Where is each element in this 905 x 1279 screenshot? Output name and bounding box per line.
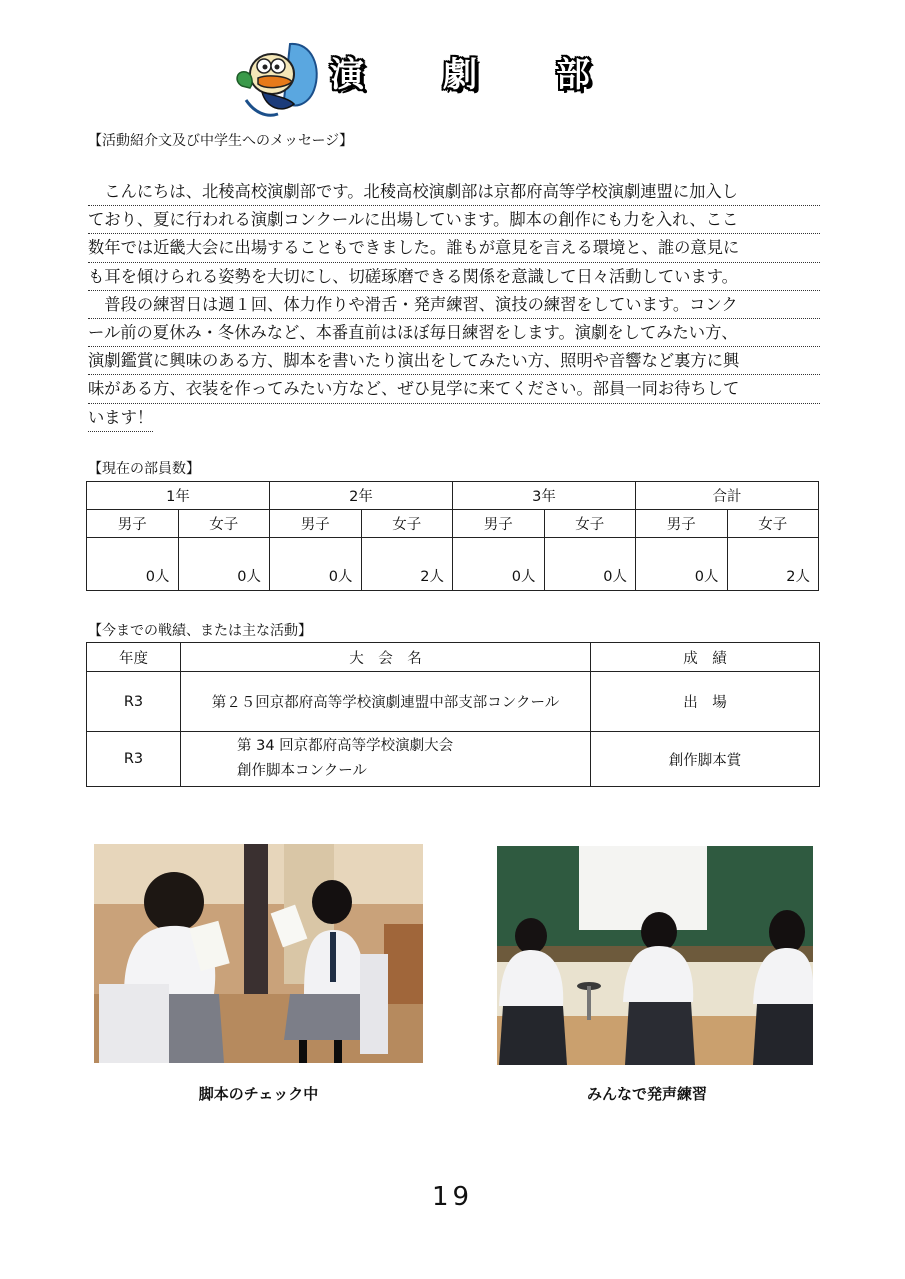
female-header: 女子 [178, 510, 270, 538]
male-header: 男子 [270, 510, 362, 538]
message-line: 普段の練習日は週１回、体力作りや滑舌・発声練習、演技の練習をしています。コンク [88, 291, 820, 319]
page-title [330, 48, 590, 94]
grade-header: 合計 [636, 482, 819, 510]
members-table [86, 481, 819, 591]
member-count: 0人 [453, 538, 545, 591]
message-section-label: 【活動紹介文及び中学生へのメッセージ】 [88, 133, 354, 149]
grade-header: 2年 [270, 482, 453, 510]
male-header: 男子 [636, 510, 728, 538]
photo-vocal-practice [497, 846, 813, 1065]
male-header: 男子 [453, 510, 545, 538]
member-count: 0人 [87, 538, 179, 591]
message-line: います！ [88, 404, 153, 432]
title-char: 部 [556, 54, 590, 95]
female-header: 女子 [727, 510, 819, 538]
male-header: 男子 [87, 510, 179, 538]
records-header-name: 大 会 名 [181, 643, 591, 672]
table-row [87, 732, 820, 787]
message-line: 演劇鑑賞に興味のある方、脚本を書いたり演出をしてみたい方、照明や音響など裏方に興 [88, 347, 820, 375]
member-count: 0人 [178, 538, 270, 591]
title-char: 演 [330, 54, 364, 95]
record-result: 出 場 [591, 672, 820, 732]
members-section-label: 【現在の部員数】 [88, 461, 200, 477]
record-name [181, 732, 591, 787]
record-name-line: 第 34 回京都府高等学校演劇大会 [237, 738, 454, 754]
record-result: 創作脚本賞 [591, 732, 820, 787]
mascot-illustration [232, 38, 322, 120]
member-count: 0人 [270, 538, 362, 591]
photo-script-check [94, 844, 423, 1063]
message-line: も耳を傾けられる姿勢を大切にし、切磋琢磨できる関係を意識して日々活動しています。 [88, 263, 820, 291]
title-char: 劇 [443, 54, 477, 95]
record-name: 第２５回京都府高等学校演劇連盟中部支部コンクール [181, 672, 591, 732]
female-header: 女子 [544, 510, 636, 538]
message-line: 味がある方、衣装を作ってみたい方など、ぜひ見学に来てください。部員一同お待ちして [88, 375, 820, 403]
page-number: 19 [431, 1182, 474, 1212]
member-count: 0人 [636, 538, 728, 591]
photo-caption: みんなで発声練習 [586, 1085, 707, 1103]
female-header: 女子 [361, 510, 453, 538]
member-count: 2人 [727, 538, 819, 591]
records-header-year: 年度 [87, 643, 181, 672]
grade-header: 1年 [87, 482, 270, 510]
record-year: R3 [87, 732, 181, 787]
record-name-line: 創作脚本コンクール [237, 763, 367, 779]
grade-header: 3年 [453, 482, 636, 510]
record-year: R3 [87, 672, 181, 732]
table-row [87, 672, 820, 732]
message-line: ており、夏に行われる演劇コンクールに出場しています。脚本の創作にも力を入れ、ここ [88, 206, 820, 234]
message-text [88, 178, 820, 432]
member-count: 0人 [544, 538, 636, 591]
member-count: 2人 [361, 538, 453, 591]
records-header-result: 成 績 [591, 643, 820, 672]
message-line: ール前の夏休み・冬休みなど、本番直前はほぼ毎日練習をします。演劇をしてみたい方、 [88, 319, 820, 347]
records-table [86, 642, 820, 787]
message-line: 数年では近畿大会に出場することもできました。誰もが意見を言える環境と、誰の意見に [88, 234, 820, 262]
message-line: こんにちは、北稜高校演劇部です。北稜高校演劇部は京都府高等学校演劇連盟に加入し [88, 178, 820, 206]
photo-caption: 脚本のチェック中 [198, 1085, 319, 1103]
records-section-label: 【今までの戦績、または主な活動】 [88, 623, 312, 639]
